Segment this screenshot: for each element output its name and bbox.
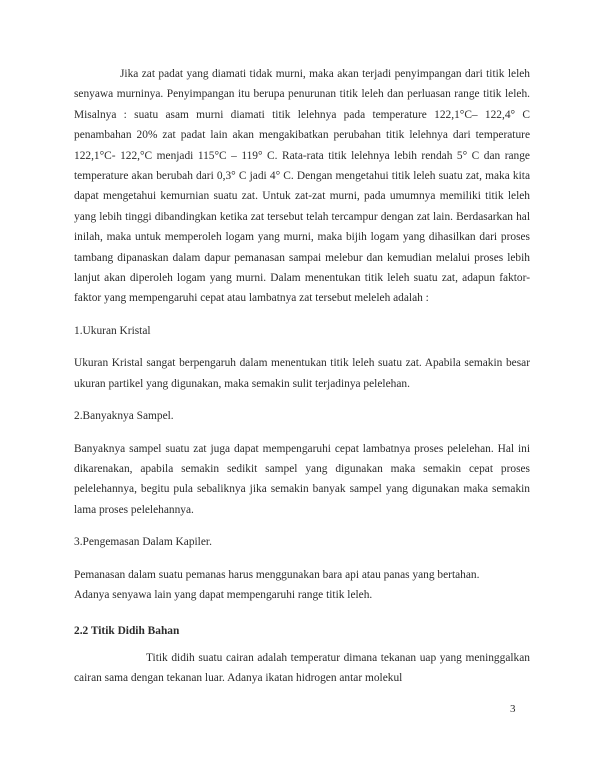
list-item-text: Adanya senyawa lain yang dapat mempengaruhi range titik leleh. [74,588,373,601]
section-heading: 2.2 Titik Didih Bahan [74,625,180,638]
document-body [74,64,530,689]
list-item-title: 1.Ukuran Kristal [74,324,151,337]
page-number: 3 [510,703,516,715]
list-item-text: Banyaknya sampel suatu zat juga dapat mempengaruhi cepat lambatnya proses pelelehan. Hal ini dikarenakan, apabila semakin sedikit sampel yang digunakan maka semakin cepat proses pelelehannya, begitu pula sebaliknya jika semakin banyak sampel yang digunakan maka semakin lama proses pelelehannya. [74,442,530,516]
section-paragraph: Titik didih suatu cairan adalah temperatur dimana tekanan uap yang meninggalkan cairan sama dengan tekanan luar. Adanya ikatan hidrogen antar molekul [74,651,530,685]
list-item-title: 2.Banyaknya Sampel. [74,410,174,423]
body-paragraph: Jika zat padat yang diamati tidak murni, maka akan terjadi penyimpangan dari titik leleh senyawa murninya. Penyimpangan itu berupa penurunan titik leleh dan perluasan range titik leleh. Misalnya : suatu asam murni diamati titik lelehnya pada temperature 122,1°C– 122,4° C penambahan 20% zat padat lain akan mengakibatkan perubahan titik lelehnya dari temperature 122,1°C- 122,°C menjadi 115°C – 119° C. Rata-rata titik lelehnya lebih rendah 5° C dan range temperature akan berubah dari 0,3° C jadi 4° C. Dengan mengetahui titik leleh suatu zat, maka kita dapat mengetahui kemurnian suatu zat. Untuk zat-zat murni, pada umumnya memiliki titik leleh yang lebih tinggi dibandingkan ketika zat tersebut telah tercampur dengan zat lain. Berdasarkan hal inilah, maka untuk memperoleh logam yang murni, maka bijih logam yang dihasilkan dari proses tambang dipanaskan dalam dapur pemanasan sampai melebur dan kemudian melalui proses lebih lanjut akan diperoleh logam yang murni. Dalam menentukan titik leleh suatu zat, adapun faktor-faktor yang mempengaruhi cepat atau lambatnya zat tersebut meleleh adalah : [74,68,530,305]
list-item-title: 3.Pengemasan Dalam Kapiler. [74,536,212,549]
list-item-text: Pemanasan dalam suatu pemanas harus menggunakan bara api atau panas yang bertahan. [74,568,480,581]
list-item-text: Ukuran Kristal sangat berpengaruh dalam menentukan titik leleh suatu zat. Apabila semakin besar ukuran partikel yang digunakan, maka semakin sulit terjadinya pelelehan. [74,357,530,390]
